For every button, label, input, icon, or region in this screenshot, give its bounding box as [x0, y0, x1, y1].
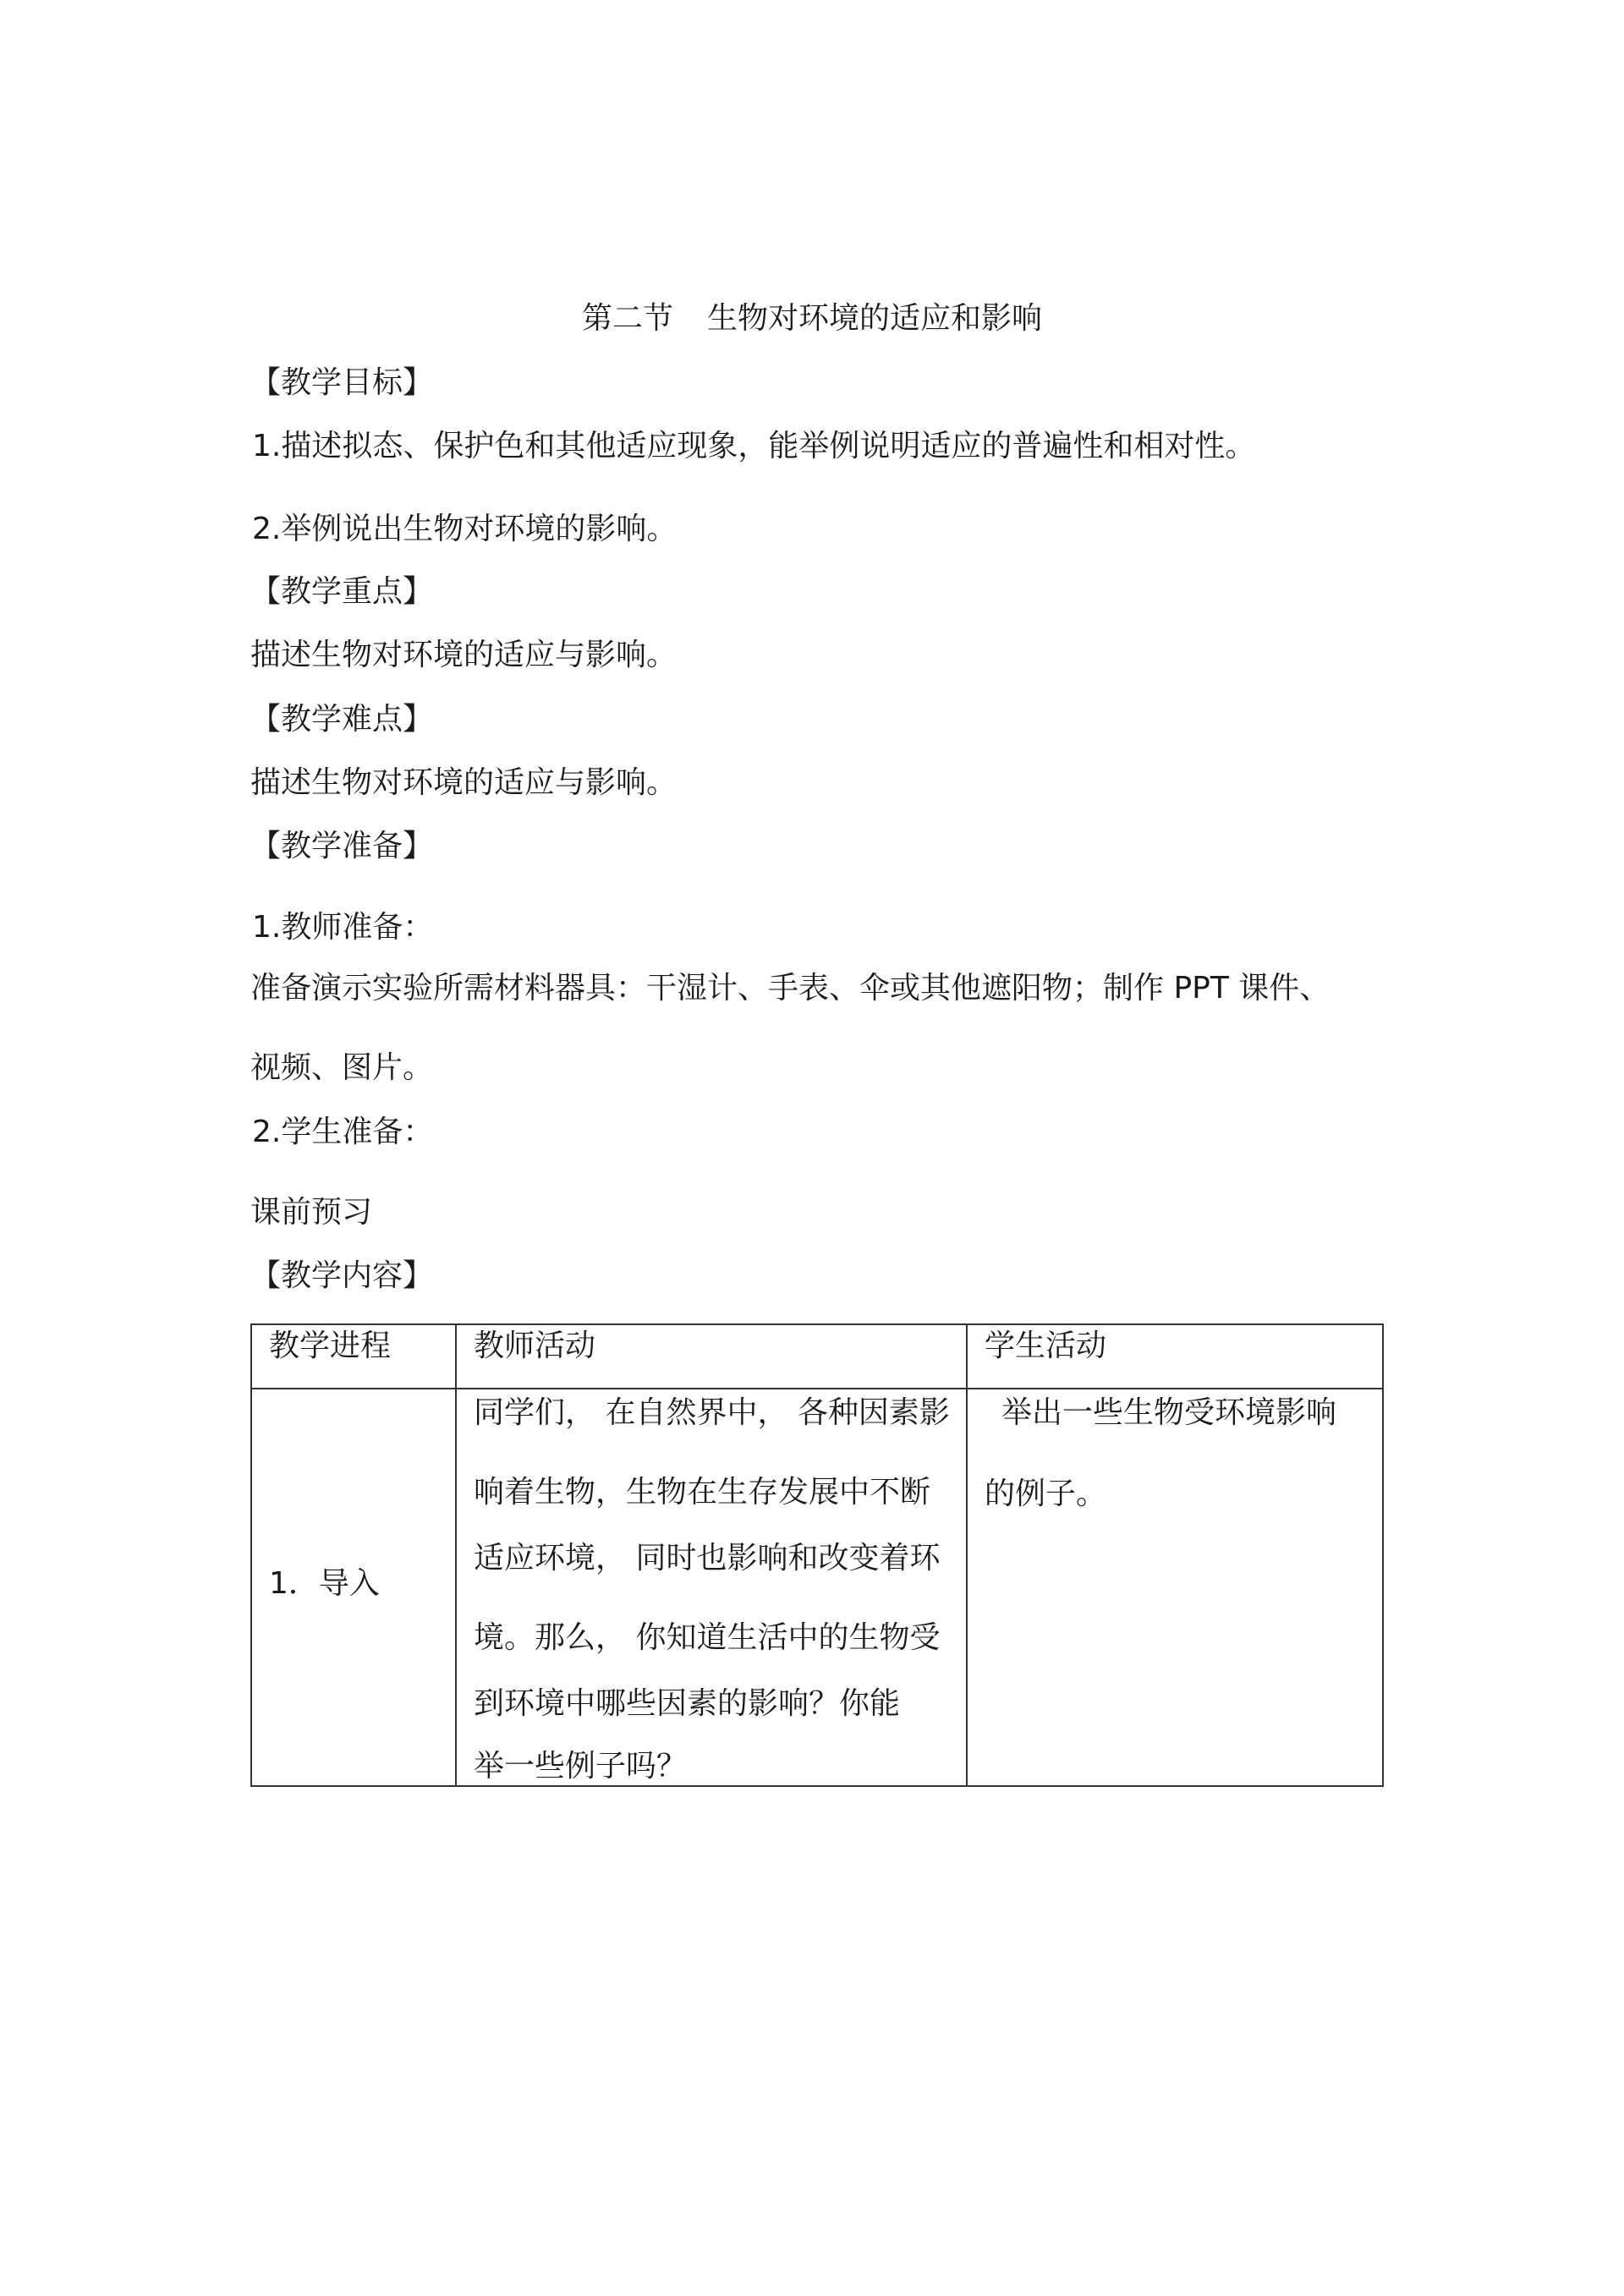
- difficulties-text: 描述生物对环境的适应与影响。: [250, 765, 678, 800]
- page-title: [0, 300, 1624, 337]
- header-student-activity: 学生活动: [967, 1324, 1383, 1389]
- teacher-prep-label: 1.教师准备：: [252, 910, 434, 945]
- difficulties-heading: 【教学难点】: [250, 702, 434, 737]
- stage-cell: [251, 1389, 456, 1786]
- header-stage: 教学进程: [251, 1324, 456, 1389]
- header-teacher-activity: 教师活动: [456, 1324, 967, 1389]
- lesson-content-table: [250, 1323, 1384, 1787]
- objectives-heading: 【教学目标】: [250, 365, 434, 400]
- table-row: [251, 1389, 1383, 1786]
- teacher-line: 境。那么， 你知道生活中的生物受: [474, 1620, 941, 1655]
- teacher-line: 举一些例子吗？: [474, 1749, 688, 1784]
- objective-item-2: 2.举例说出生物对环境的影响。: [252, 512, 678, 546]
- teacher-line: 响着生物，生物在生存发展中不断: [474, 1475, 931, 1510]
- teacher-line: 到环境中哪些因素的影响？你能: [474, 1686, 901, 1721]
- key-points-text: 描述生物对环境的适应与影响。: [250, 638, 678, 672]
- student-prep-text: 课前预习: [250, 1195, 373, 1230]
- section-name: 生物对环境的适应和影响: [707, 301, 1043, 336]
- student-prep-label: 2.学生准备：: [252, 1115, 434, 1149]
- stage-label: 1．导入: [269, 1566, 380, 1601]
- preparation-heading: 【教学准备】: [250, 829, 434, 863]
- student-line: 的例子。: [985, 1477, 1107, 1511]
- objective-item-1: 1.描述拟态、保护色和其他适应现象，能举例说明适应的普遍性和相对性。: [252, 429, 1256, 463]
- student-activity-cell: [967, 1389, 1383, 1786]
- teacher-line: 同学们， 在自然界中， 各种因素影: [474, 1395, 950, 1430]
- content-heading: 【教学内容】: [250, 1258, 434, 1293]
- key-points-heading: 【教学重点】: [250, 574, 434, 609]
- student-line: 举出一些生物受环境影响: [1001, 1395, 1337, 1430]
- teacher-prep-text-line1: 准备演示实验所需材料器具：干湿计、手表、伞或其他遮阳物；制作 PPT 课件、: [250, 971, 1330, 1006]
- teacher-activity-cell: [456, 1389, 967, 1786]
- teacher-prep-text-line2: 视频、图片。: [250, 1050, 434, 1085]
- teacher-line: 适应环境， 同时也影响和改变着环: [474, 1541, 941, 1575]
- section-number: 第二节: [581, 301, 673, 336]
- table-header-row: [251, 1324, 1383, 1389]
